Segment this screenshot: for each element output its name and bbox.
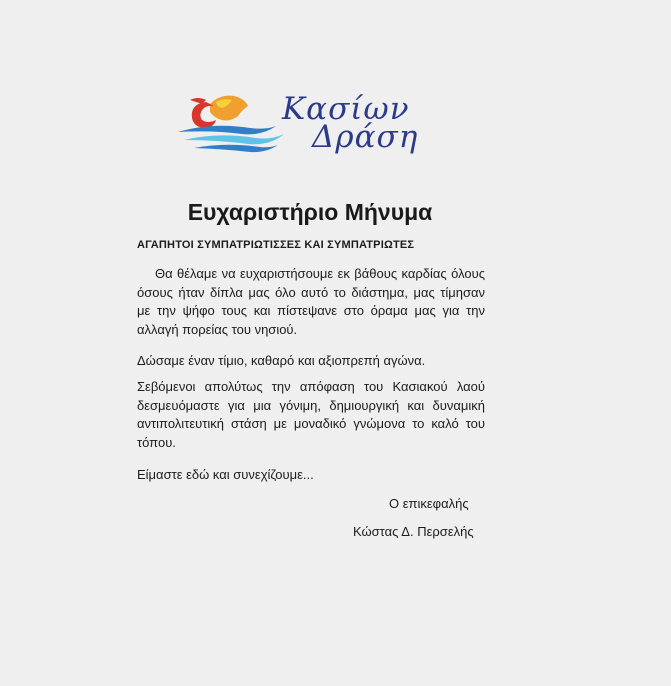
letter-title: Ευχαριστήριο Μήνυμα bbox=[187, 199, 433, 225]
paragraph-thanks: Θα θέλαμε να ευχαριστήσουμε εκ βάθους καρδίας όλους όσους ήταν δίπλα μας όλο αυτό το διάστημα, μας τίμησαν με την ψήφο τους και πίστεψανε στο όραμα μας για την αλλαγή πορείας του νησιού. bbox=[137, 266, 485, 337]
paragraph-commitment: Σεβόμενοι απολύτως την απόφαση του Κασιακού λαού δεσμευόμαστε για μια γόνιμη, δημιουργική και δυναμική αντιπολιτευτική στάση με μοναδικό γνώμονα το καλό του τόπου. bbox=[137, 379, 485, 450]
letter-salutation: ΑΓΑΠΗΤΟΙ ΣΥΜΠΑΤΡΙΩΤΙΣΣΕΣ ΚΑΙ ΣΥΜΠΑΤΡΙΩΤΕΣ bbox=[137, 239, 415, 251]
signature-role: Ο επικεφαλής bbox=[389, 496, 469, 511]
logo-text-line2: Δράση bbox=[312, 119, 419, 155]
paragraph-struggle: Δώσαμε έναν τίμιο, καθαρό και αξιοπρεπή αγώνα. bbox=[137, 353, 426, 368]
signature-name: Κώστας Δ. Περσελής bbox=[353, 524, 474, 539]
logo-text-line1: Κασίων bbox=[282, 91, 410, 127]
logo-emblem-icon bbox=[172, 92, 290, 154]
party-logo bbox=[172, 92, 462, 158]
paragraph-continue: Είμαστε εδώ και συνεχίζουμε... bbox=[137, 467, 314, 482]
